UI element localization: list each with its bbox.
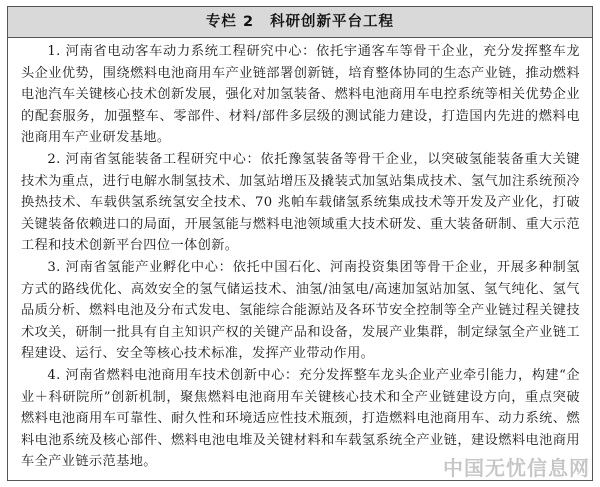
column-label: 专栏 2 bbox=[205, 14, 255, 30]
column-box bbox=[7, 6, 593, 481]
column-body bbox=[8, 38, 592, 473]
column-header bbox=[8, 7, 592, 38]
paragraph-2: 2. 河南省氢能装备工程研究中心：依托豫氢装备等骨干企业，以突破氢能装备重大关键技术为重点，进行电解水制氢技术、加氢站增压及撬装式加氢站集成技术、氢气加注系统预冷换热技术、车载供氢系统氢安全技术、70 兆帕车载储氢系统集成技术等开发及产业化，打破关键装备依赖进口的局面，开展氢能与燃料电池领域重大技术研发、重大装备研制、重大示范工程和技术创新平台四位一体创新。 bbox=[21, 151, 580, 254]
paragraph-1: 1. 河南省电动客车动力系统工程研究中心：依托宇通客车等骨干企业，充分发挥整车龙头企业优势，围绕燃料电池商用车产业链部署创新链，培育整体协同的生态产业链，推动燃料电池汽车关键核心技术创新发展，强化对加氢装备、燃料电池商用车电控系统等相关优势企业的配套服务，加强整车、零部件、材料/部件多层级的测试能力建设，打造国内先进的燃料电池商用车产业研发基地。 bbox=[21, 44, 580, 146]
column-title: 科研创新平台工程 bbox=[270, 14, 395, 30]
paragraph-4: 4. 河南省燃料电池商用车技术创新中心：充分发挥整车龙头企业产业牵引能力，构建“企业＋科研院所”创新机制，聚焦燃料电池商用车关键核心技术和全产业链建设方向，重点突破燃料电池商用车可靠性、耐久性和环境适应性技术瓶颈，打造燃料电池商用车、动力系统、燃料电池系统及核心部件、燃料电池电堆及关键材料和车载氢系统全产业链，建设燃料电池商用车全产业链示范基地。 bbox=[21, 367, 580, 470]
watermark: 中国无忧信息网 bbox=[443, 456, 590, 480]
paragraph-3: 3. 河南省氢能产业孵化中心：依托中国石化、河南投资集团等骨干企业，开展多种制氢方式的路线优化、高效安全的氢气储运技术、油氢/油氢电/高速加氢站加氢、氢气纯化、氢气品质分析、燃料电池及分布式发电、氢能综合能源站及各环节安全控制等全产业链过程关键技术攻关，研制一批具有自主知识产权的关键产品和设备，发展产业集群，制定绿氢全产业链工程建设、运行、安全等核心技术标准，发挥产业带动作用。 bbox=[21, 259, 580, 362]
